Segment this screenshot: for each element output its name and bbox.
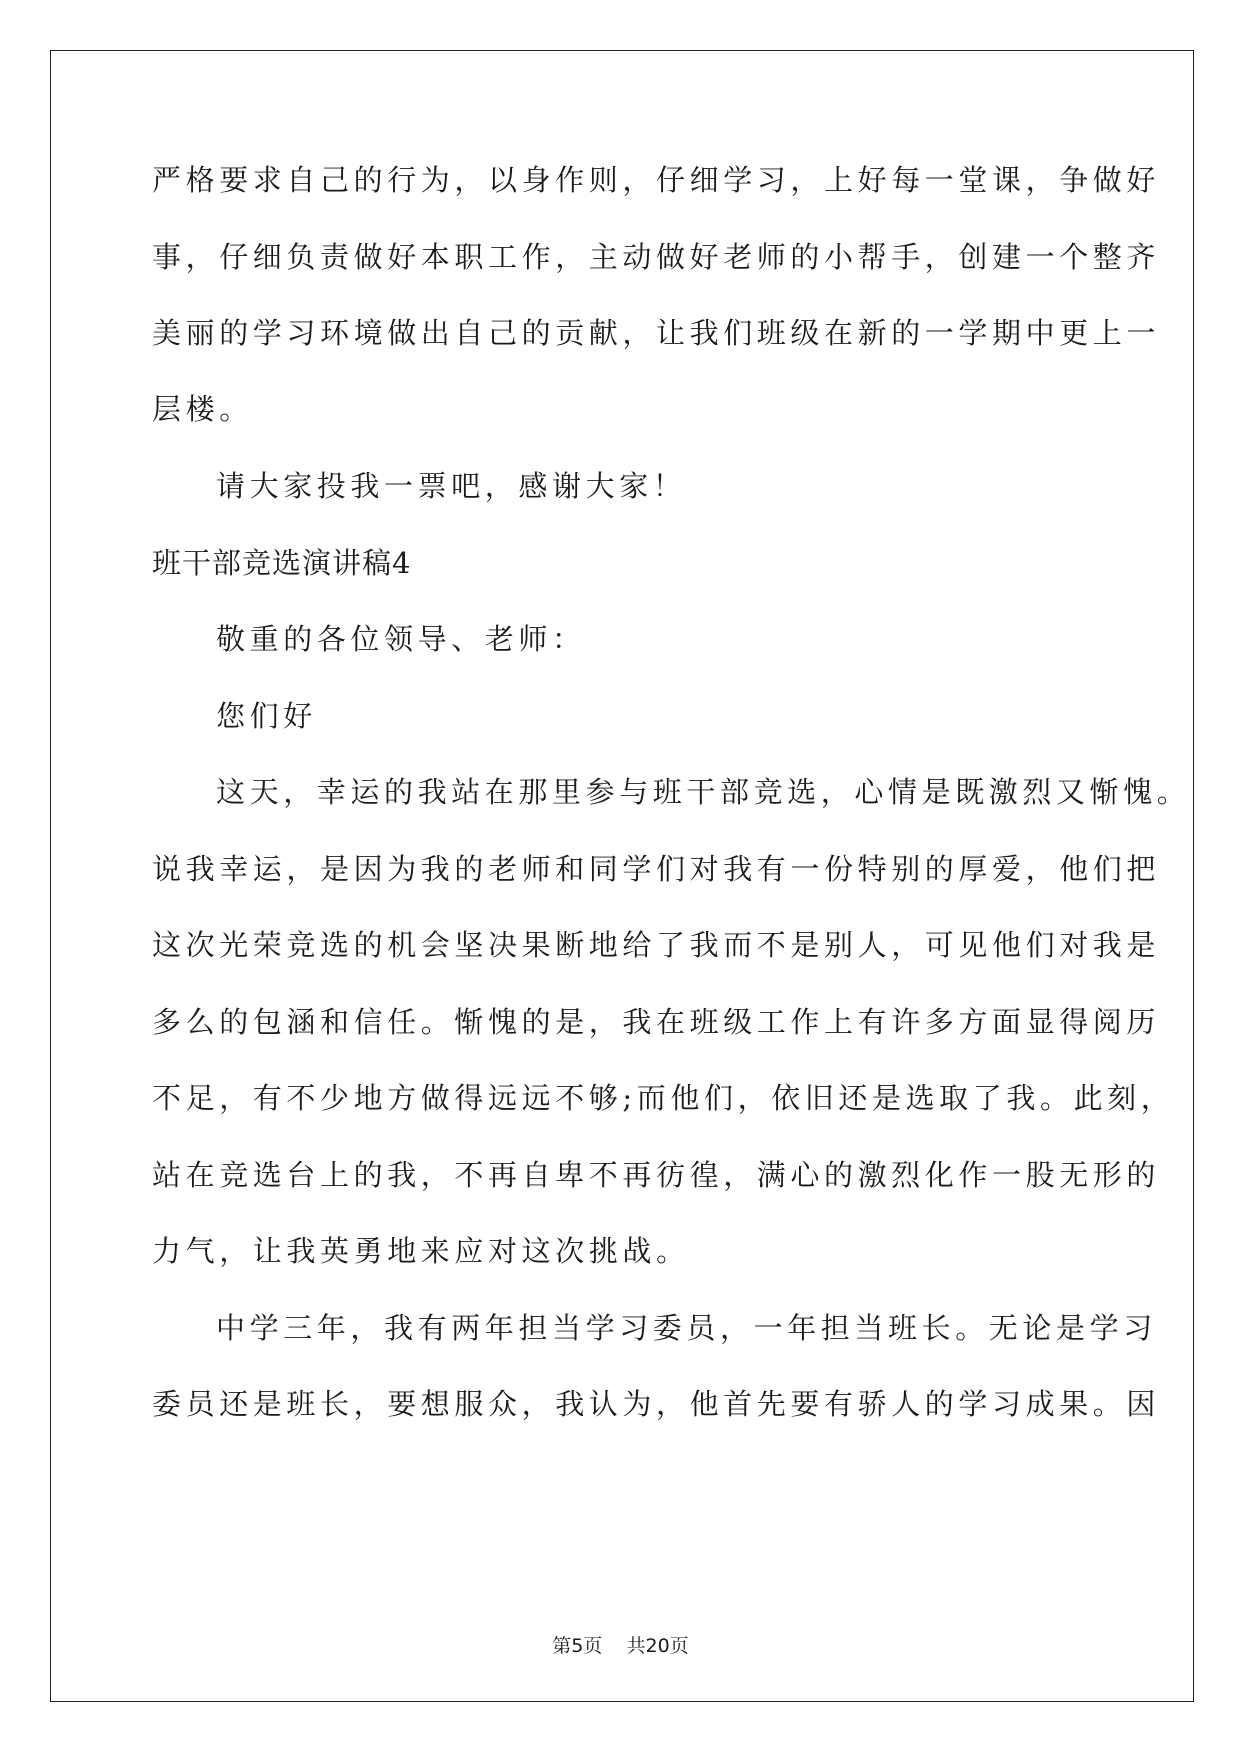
section-heading: 班干部竞选演讲稿4 [152, 546, 412, 580]
salutation: 敬重的各位领导、老师： [216, 622, 586, 656]
text-line: 事，仔细负责做好本职工作，主动做好老师的小帮手，创建一个整齐 [152, 240, 1161, 274]
text-line: 委员还是班长，要想服众，我认为，他首先要有骄人的学习成果。因 [152, 1387, 1161, 1421]
text-line: 美丽的学习环境做出自己的贡献，让我们班级在新的一学期中更上一 [152, 316, 1161, 350]
footer-page-number: 5 [571, 1635, 584, 1657]
text-line: 多么的包涵和信任。惭愧的是，我在班级工作上有许多方面显得阅历 [152, 1005, 1161, 1039]
page-footer [0, 1633, 1241, 1659]
text-line: 层楼。 [152, 392, 253, 426]
text-line: 站在竞选台上的我，不再自卑不再彷徨，满心的激烈化作一股无形的 [152, 1158, 1161, 1192]
text-line: 中学三年，我有两年担当学习委员，一年担当班长。无论是学习 [216, 1311, 1157, 1345]
text-line: 不足，有不少地方做得远远不够;而他们，依旧还是选取了我。此刻， [152, 1081, 1175, 1115]
footer-page-suffix: 页 [583, 1635, 603, 1657]
footer-total-pages: 20 [645, 1635, 670, 1657]
footer-total-prefix: 共 [626, 1635, 646, 1657]
text-line: 请大家投我一票吧，感谢大家！ [216, 469, 687, 503]
greeting: 您们好 [216, 699, 317, 733]
text-line: 这次光荣竞选的机会坚决果断地给了我而不是别人，可见他们对我是 [152, 928, 1161, 962]
text-line: 严格要求自己的行为，以身作则，仔细学习，上好每一堂课，争做好 [152, 163, 1161, 197]
footer-total-suffix: 页 [669, 1635, 689, 1657]
footer-page-prefix: 第 [552, 1635, 572, 1657]
text-line: 这天，幸运的我站在那里参与班干部竞选，心情是既激烈又惭愧。 [216, 775, 1191, 809]
text-line: 说我幸运，是因为我的老师和同学们对我有一份特别的厚爱，他们把 [152, 852, 1161, 886]
text-line: 力气，让我英勇地来应对这次挑战。 [152, 1234, 690, 1268]
